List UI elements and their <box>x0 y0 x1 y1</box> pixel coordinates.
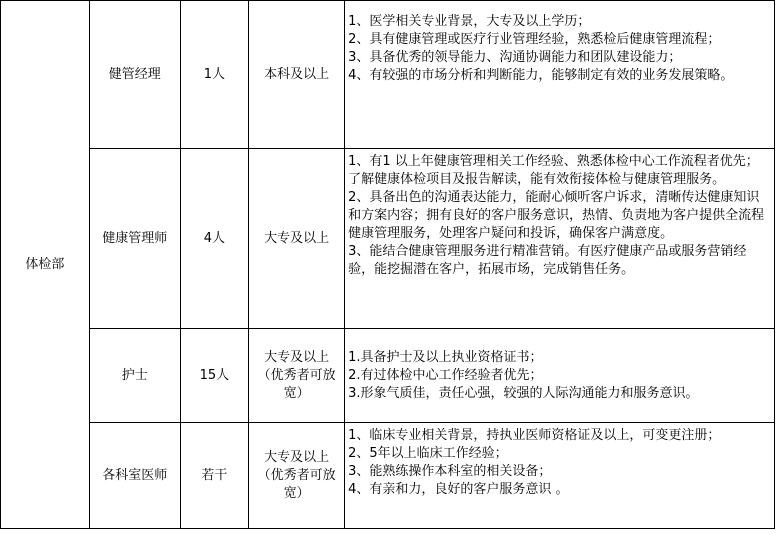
headcount-cell: 若干 <box>180 423 249 529</box>
headcount-cell: 15人 <box>180 329 249 423</box>
table-row <box>1 423 775 529</box>
requirement-line: 3、具备优秀的领导能力、沟通协调能力和团队建设能力； <box>348 50 682 65</box>
requirement-line: 2.有过体检中心工作经验者优先； <box>348 368 543 383</box>
requirement-line: 3、能熟练操作本科室的相关设备； <box>348 464 552 479</box>
table-row <box>1 329 775 423</box>
position-cell: 健康管理师 <box>89 149 180 329</box>
requirements-cell <box>345 329 775 423</box>
requirement-line: 2、具备出色的沟通表达能力，能耐心倾听客户诉求，清晰传达健康知识和方案内容；拥有良好的客户服务意识，热情、负责地为客户提供全流程健康管理服务，处理客户疑问和投诉，确保客户满意度。 <box>348 190 765 241</box>
requirement-line: 1、临床专业相关背景，持执业医师资格证及以上，可变更注册； <box>348 428 721 443</box>
table-row <box>1 1 775 149</box>
requirement-line: 2、5年以上临床工作经验； <box>348 446 508 461</box>
department-cell: 体检部 <box>1 1 90 529</box>
position-cell: 健管经理 <box>89 1 180 149</box>
requirements-cell <box>345 423 775 529</box>
headcount-cell: 4人 <box>180 149 249 329</box>
education-cell: 大专及以上（优秀者可放宽） <box>249 423 345 529</box>
requirement-line: 3、能结合健康管理服务进行精准营销。有医疗健康产品或服务营销经验，能挖掘潜在客户，拓展市场，完成销售任务。 <box>348 244 747 277</box>
education-cell: 大专及以上 <box>249 149 345 329</box>
requirement-line: 3.形象气质佳，责任心强，较强的人际沟通能力和服务意识。 <box>348 386 699 401</box>
education-cell: 本科及以上 <box>249 1 345 149</box>
requirement-line: 2、具有健康管理或医疗行业管理经验，熟悉检后健康管理流程； <box>348 32 721 47</box>
requirements-cell <box>345 1 775 149</box>
position-cell: 各科室医师 <box>89 423 180 529</box>
education-cell: 大专及以上（优秀者可放宽） <box>249 329 345 423</box>
requirement-line: 4、有较强的市场分析和判断能力，能够制定有效的业务发展策略。 <box>348 68 734 83</box>
requirements-cell <box>345 149 775 329</box>
table-row <box>1 149 775 329</box>
position-cell: 护士 <box>89 329 180 423</box>
requirement-line: 1.具备护士及以上执业资格证书； <box>348 350 543 365</box>
headcount-cell: 1人 <box>180 1 249 149</box>
requirement-line: 1、有1 以上年健康管理相关工作经验、熟悉体检中心工作流程者优先；了解健康体检项目及报告解读，能有效衔接体检与健康管理服务。 <box>348 154 759 187</box>
requirement-line: 1、医学相关专业背景，大专及以上学历； <box>348 14 591 29</box>
requirement-line: 4、有亲和力，良好的客户服务意识 。 <box>348 482 569 497</box>
